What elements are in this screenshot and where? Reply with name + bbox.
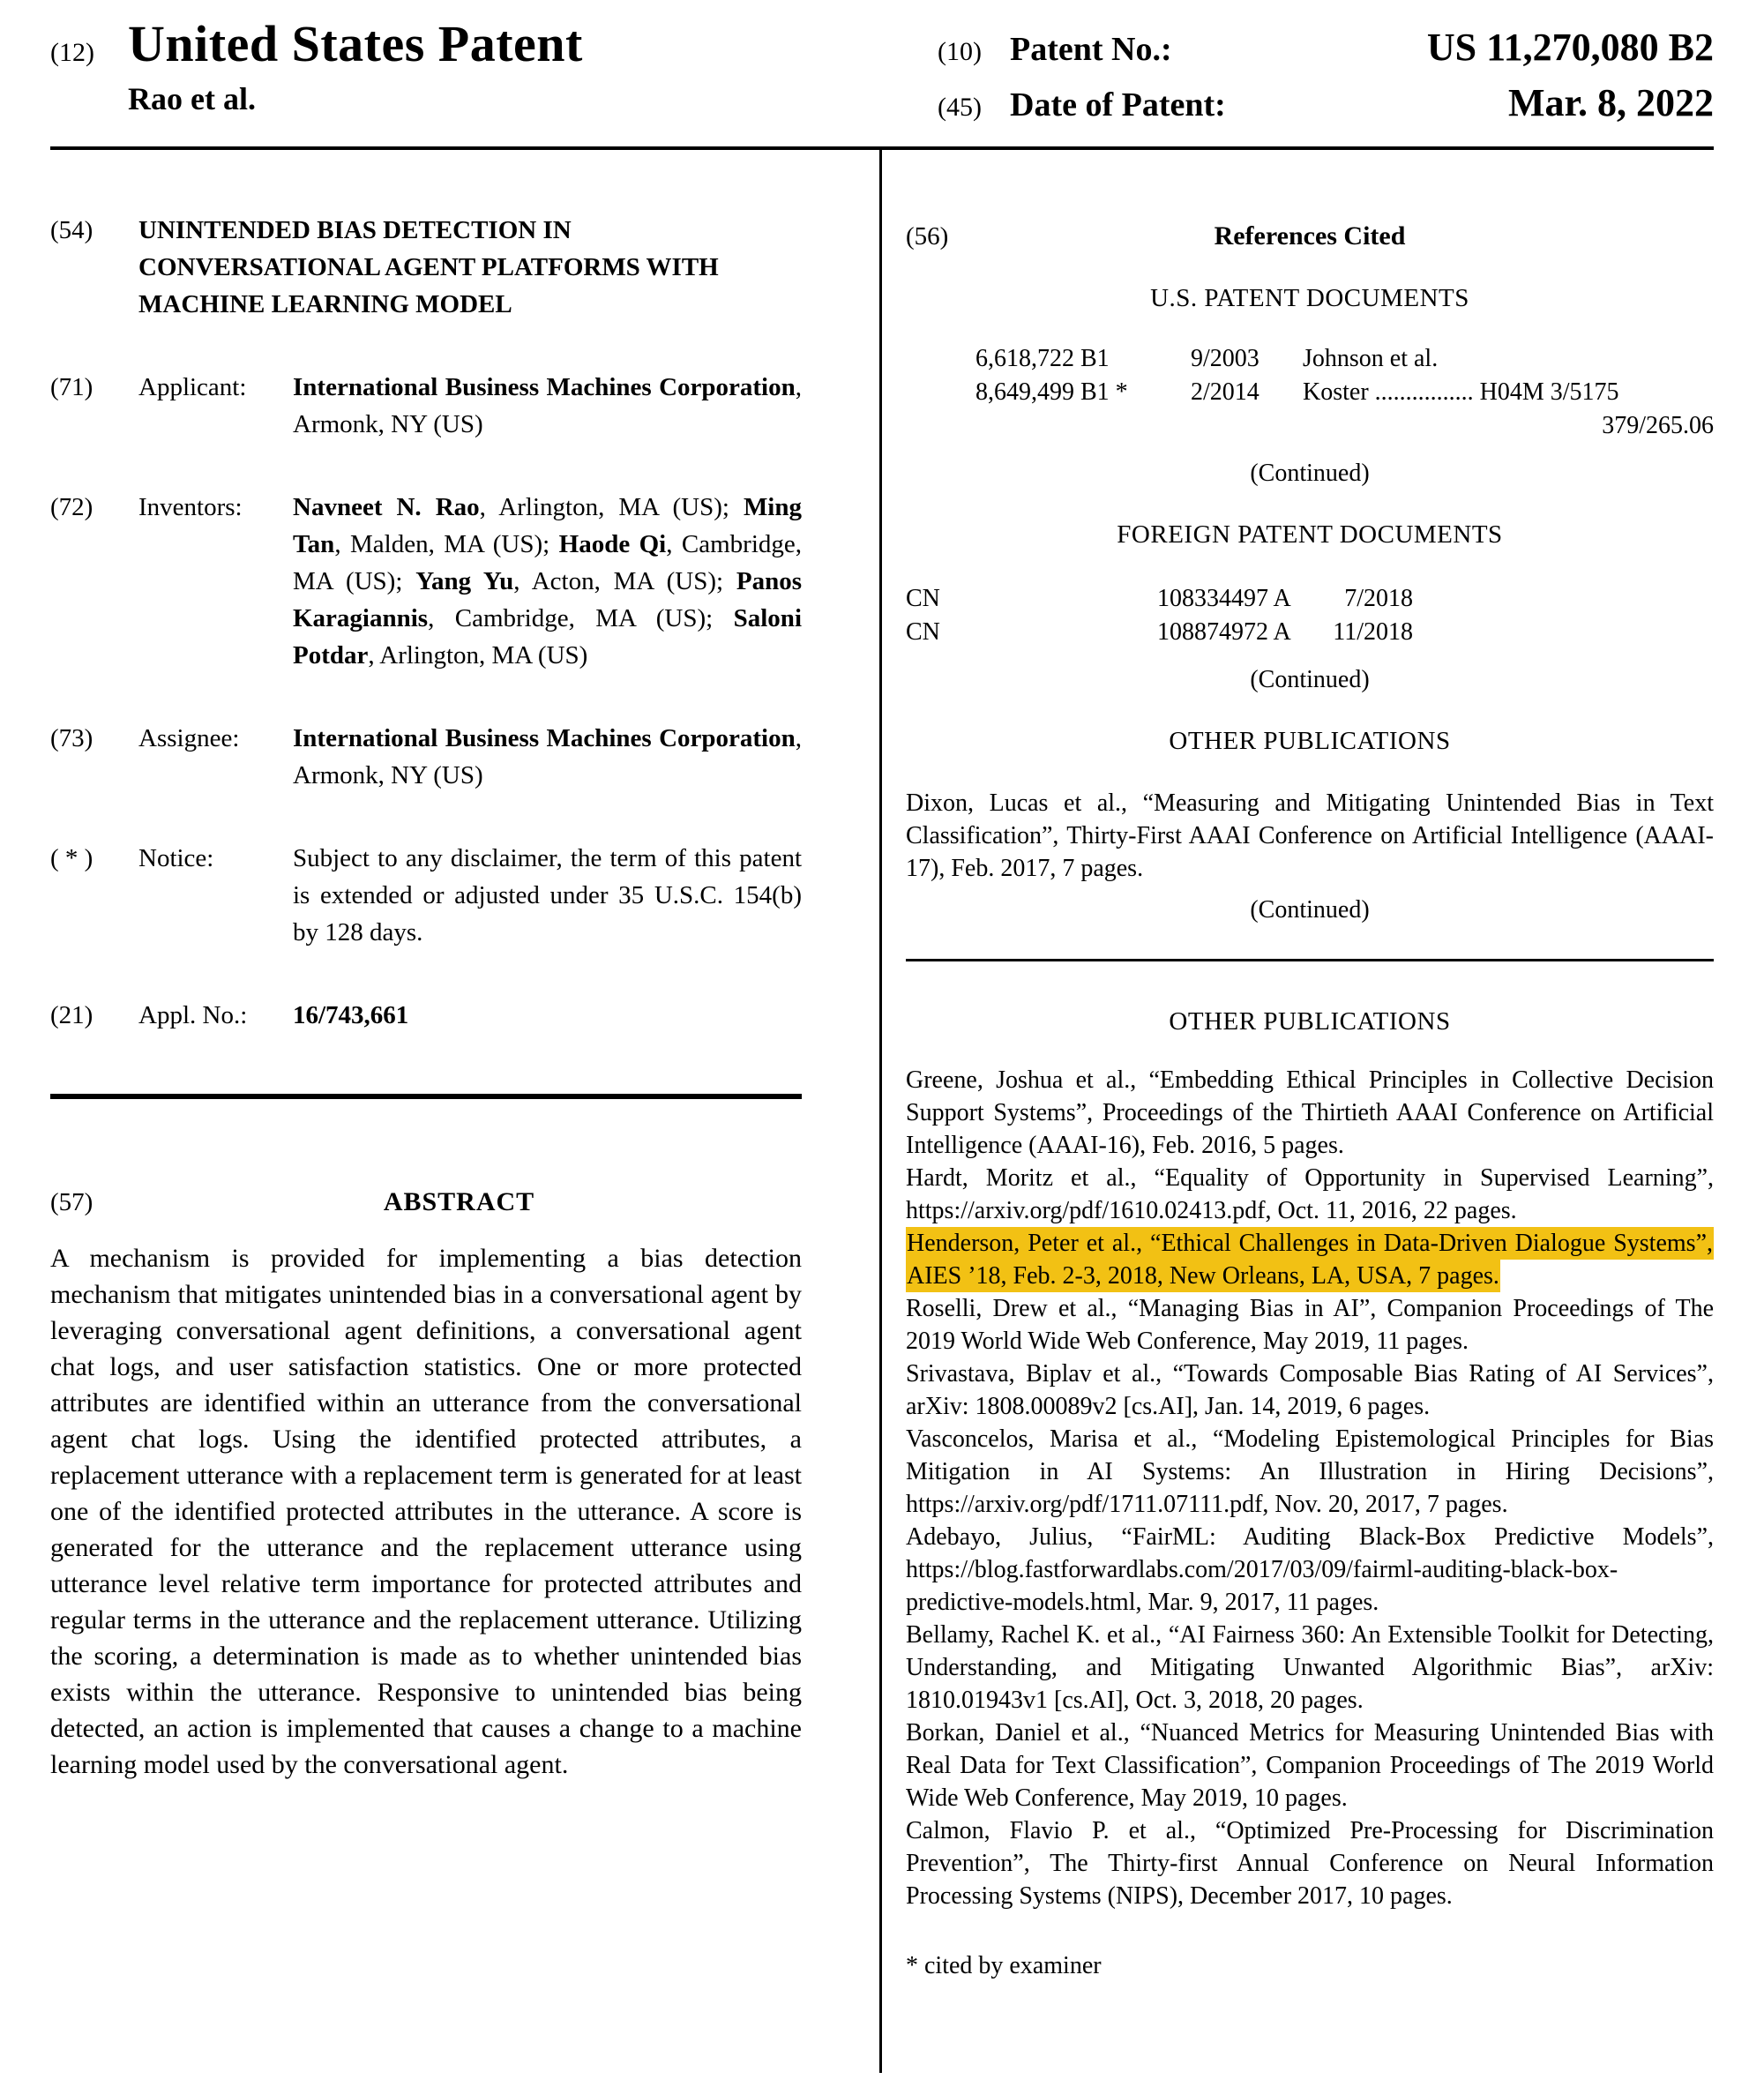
header-right	[938, 14, 1714, 136]
foreign-row-filler	[1413, 616, 1714, 649]
patent-header	[0, 14, 1764, 136]
page-columns	[50, 150, 1714, 2073]
publication-entry	[906, 1064, 1714, 1162]
publication-text: Borkan, Daniel et al., “Nuanced Metrics for Measuring Unintended Bias with Real Data for Text Classification”, Companion Proceedings of The 2019 World Wide Web Conference, May 2019, 10 pages.	[906, 1719, 1714, 1812]
title-row	[50, 14, 583, 73]
foreign-patents-continued-note: (Continued)	[1250, 666, 1370, 693]
other-publications-continued-note: (Continued)	[1250, 896, 1370, 924]
foreign-doc-number: 108334497 A	[1157, 585, 1291, 612]
section-appl-no	[50, 997, 802, 1034]
inventors-value: Navneet N. Rao, Arlington, MA (US); Ming Tan, Malden, MA (US); Haode Qi, Cambridge, MA (US); Yang Yu, Acton, MA (US); Panos Karagiannis, Cambridge, MA (US); Saloni Potdar, Arlington, MA (US)	[293, 493, 803, 669]
foreign-doc-date: 11/2018	[1333, 618, 1413, 646]
inid-code-57: (57)	[50, 1188, 93, 1216]
notice-label: Notice:	[138, 844, 214, 872]
notice-asterisk-code: ( * )	[50, 844, 93, 872]
us-patents-continued-note: (Continued)	[1250, 460, 1370, 487]
inventor-short-name: Rao et al.	[128, 81, 256, 116]
publication-entry-dixon: Dixon, Lucas et al., “Measuring and Mitigating Unintended Bias in Text Classification”, Thirty-First AAAI Conference on Artificial Intelligence (AAAI-17), Feb. 2017, 7 pages.	[906, 789, 1714, 882]
us-patent-row	[975, 376, 1714, 409]
notice-value: Subject to any disclaimer, the term of this patent is extended or adjusted under 35 U.S.C. 154(b) by 128 days.	[293, 844, 802, 946]
patent-number-label: Patent No.:	[1010, 31, 1172, 68]
publication-text: Henderson, Peter et al., “Ethical Challenges in Data-Driven Dialogue Systems”, AIES ’18, Feb. 2-3, 2018, New Orleans, LA, USA, 7 pages.	[906, 1227, 1714, 1292]
inid-code-21: (21)	[50, 1001, 93, 1029]
document-title: United States Patent	[128, 15, 583, 72]
foreign-patent-row	[906, 582, 1714, 616]
us-patent-row	[975, 342, 1714, 376]
patent-number-value: US 11,270,080 B2	[1426, 26, 1714, 69]
publication-text: Vasconcelos, Marisa et al., “Modeling Epistemological Principles for Bias Mitigation in AI Systems: An Illustration in Hiring Decisions”, https://arxiv.org/pdf/1711.07111.pdf, Nov. 20, 2017, 7 pages.	[906, 1425, 1714, 1518]
cited-by-examiner-note: * cited by examiner	[906, 1952, 1102, 1979]
inid-code-10: (10)	[938, 37, 982, 66]
foreign-patent-documents-table	[906, 582, 1714, 649]
assignee-label: Assignee:	[138, 724, 240, 752]
foreign-patent-documents-heading: FOREIGN PATENT DOCUMENTS	[1117, 520, 1503, 549]
inid-code-54: (54)	[50, 216, 93, 244]
assignee-value: International Business Machines Corporation, Armonk, NY (US)	[293, 724, 802, 789]
patent-doc-number: 6,618,722 B1	[975, 345, 1110, 372]
publication-text: Adebayo, Julius, “FairML: Auditing Black-Box Predictive Models”, https://blog.fastforwardlabs.com/2017/03/09/fairml-auditing-black-box-predictive-models.html, Mar. 9, 2017, 11 pages.	[906, 1523, 1714, 1616]
foreign-country-code: CN	[906, 585, 940, 612]
publication-entry	[906, 1423, 1714, 1521]
references-cited-title: References Cited	[1214, 221, 1406, 251]
inid-code-45: (45)	[938, 93, 982, 122]
publication-entry	[906, 1227, 1714, 1292]
inid-code-12: (12)	[50, 38, 94, 67]
section-applicant	[50, 369, 802, 443]
publication-entry	[906, 1619, 1714, 1717]
publication-text: Greene, Joshua et al., “Embedding Ethical Principles in Collective Decision Support Systems”, Proceedings of the Thirtieth AAAI Conference on Artificial Intelligence (AAAI-16), Feb. 2016, 5 pages.	[906, 1066, 1714, 1159]
section-invention-title	[50, 212, 802, 323]
foreign-row-filler	[1413, 582, 1714, 616]
inid-code-56: (56)	[906, 222, 949, 251]
publication-entry	[906, 1521, 1714, 1619]
applicant-value: International Business Machines Corporation, Armonk, NY (US)	[293, 373, 802, 438]
us-patent-documents-table	[975, 342, 1714, 443]
publication-text: Hardt, Moritz et al., “Equality of Opportunity in Supervised Learning”, https://arxiv.org/pdf/1610.02413.pdf, Oct. 11, 2016, 22 pages.	[906, 1164, 1714, 1224]
appl-no-value: 16/743,661	[293, 1001, 409, 1029]
appl-no-label: Appl. No.:	[138, 1001, 248, 1029]
publication-entry	[906, 1162, 1714, 1227]
patent-doc-name: Koster ................ H04M 3/5175	[1303, 378, 1619, 406]
abstract-heading	[50, 1184, 802, 1221]
patent-doc-date: 2/2014	[1191, 378, 1259, 406]
foreign-doc-number: 108874972 A	[1157, 618, 1291, 646]
other-publications-list	[906, 1064, 1714, 1912]
foreign-country-code: CN	[906, 618, 940, 646]
other-publications-divider-rule	[906, 959, 1714, 961]
publication-text: Calmon, Flavio P. et al., “Optimized Pre-Processing for Discrimination Prevention”, The Thirty-first Annual Conference on Neural Information Processing Systems (NIPS), December 2017, 10 pages.	[906, 1817, 1714, 1910]
section-notice	[50, 840, 802, 951]
publication-entry	[906, 1292, 1714, 1358]
left-column	[50, 150, 879, 2073]
other-publications-heading-1: OTHER PUBLICATIONS	[1169, 727, 1451, 755]
inventors-label: Inventors:	[138, 493, 243, 521]
patent-doc-number: 8,649,499 B1 *	[975, 378, 1128, 406]
patent-doc-name: Johnson et al.	[1303, 345, 1439, 372]
publication-entry	[906, 1717, 1714, 1814]
invention-title: UNINTENDED BIAS DETECTION IN CONVERSATIONAL AGENT PLATFORMS WITH MACHINE LEARNING MODEL	[138, 216, 719, 318]
section-inventors	[50, 489, 802, 674]
inid-code-72: (72)	[50, 493, 93, 521]
references-cited-heading	[906, 219, 1714, 254]
right-column	[882, 150, 1714, 2073]
patent-number-row	[938, 25, 1714, 70]
foreign-doc-date: 7/2018	[1344, 585, 1413, 612]
patent-doc-date: 9/2003	[1191, 345, 1259, 372]
applicant-label: Applicant:	[138, 373, 247, 401]
abstract-divider-rule	[50, 1094, 802, 1099]
patent-date-label: Date of Patent:	[1010, 86, 1226, 123]
abstract-text: A mechanism is provided for implementing a bias detection mechanism that mitigates unintended bias in a conversational agent by leveraging conversational agent definitions, a conversational agent chat logs, and user satisfaction statistics. One or more protected attributes are identified within an utterance from the conversational agent chat logs. Using the identified protected attributes, a replacement utterance with a replacement term is generated for at least one of the identified protected attributes in the utterance. A score is generated for the utterance and the replacement utterance using utterance level relative term importance for protected attributes and regular terms in the utterance and the replacement utterance. Utilizing the scoring, a determination is made as to whether unintended bias exists within the utterance. Responsive to unintended bias being detected, an action is implemented that causes a change to a machine learning model used by the conversational agent.	[50, 1244, 802, 1779]
publication-text: Srivastava, Biplav et al., “Towards Composable Bias Rating of AI Services”, arXiv: 1808.00089v2 [cs.AI], Jan. 14, 2019, 6 pages.	[906, 1360, 1714, 1420]
patent-date-row	[938, 80, 1714, 125]
foreign-patent-row	[906, 616, 1714, 649]
abstract-title: ABSTRACT	[383, 1187, 535, 1216]
patent-date-value: Mar. 8, 2022	[1507, 81, 1714, 124]
patent-doc-class: 379/265.06	[1602, 412, 1714, 439]
section-assignee	[50, 720, 802, 794]
publication-text: Bellamy, Rachel K. et al., “AI Fairness 360: An Extensible Toolkit for Detecting, Understanding, and Mitigating Unwanted Algorithmic Bias”, arXiv: 1810.01943v1 [cs.AI], Oct. 3, 2018, 20 pages.	[906, 1621, 1714, 1714]
other-publications-heading-2: OTHER PUBLICATIONS	[1169, 1007, 1451, 1036]
inid-code-73: (73)	[50, 724, 93, 752]
inid-code-71: (71)	[50, 373, 93, 401]
publication-text: Roselli, Drew et al., “Managing Bias in AI”, Companion Proceedings of The 2019 World Wide Web Conference, May 2019, 11 pages.	[906, 1295, 1714, 1355]
publication-entry	[906, 1358, 1714, 1423]
publication-entry	[906, 1814, 1714, 1912]
header-left	[50, 14, 583, 136]
us-patent-documents-heading: U.S. PATENT DOCUMENTS	[1150, 284, 1469, 312]
